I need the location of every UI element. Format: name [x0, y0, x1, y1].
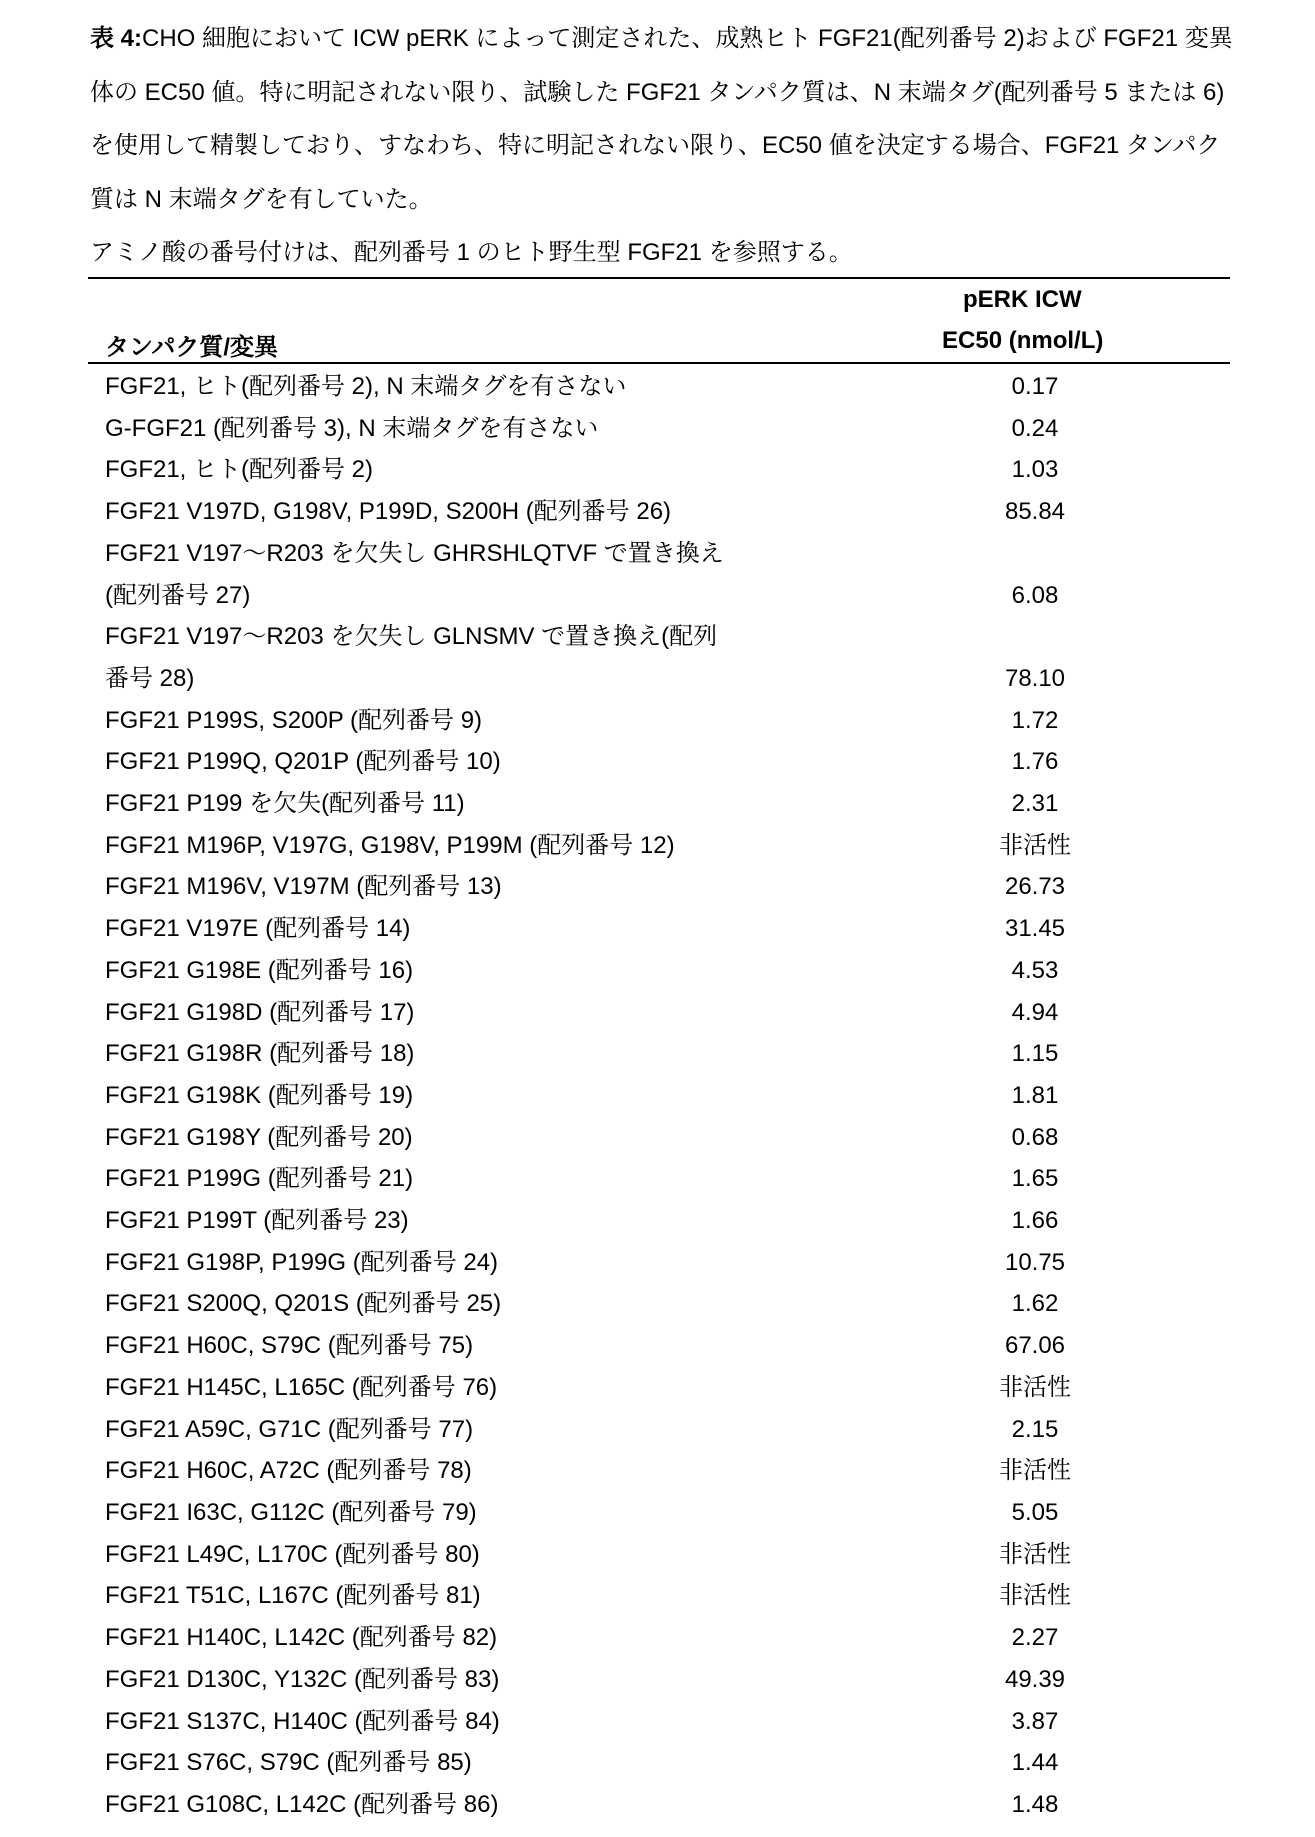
protein-name-line: FGF21 P199Q, Q201P (配列番号 10) [105, 741, 965, 783]
protein-name-line: FGF21 P199 を欠失(配列番号 11) [105, 783, 965, 825]
ec50-value: 6.08 [965, 575, 1105, 617]
protein-name-line: FGF21 G198P, P199G (配列番号 24) [105, 1242, 965, 1284]
protein-name [105, 449, 965, 491]
ec50-value: 4.94 [965, 992, 1105, 1034]
protein-name-line: FGF21 G108C, L142C (配列番号 86) [105, 1784, 965, 1826]
protein-name [105, 1575, 965, 1617]
protein-name-line: FGF21 H60C, S79C (配列番号 75) [105, 1325, 965, 1367]
protein-name-line: FGF21 M196P, V197G, G198V, P199M (配列番号 12) [105, 825, 965, 867]
table-row [105, 533, 1230, 616]
table-row [105, 1117, 1230, 1159]
ec50-value: 2.27 [965, 1617, 1105, 1659]
protein-name [105, 1492, 965, 1534]
ec50-value: 78.10 [965, 658, 1105, 700]
table-row [105, 1283, 1230, 1325]
protein-name-line: FGF21 V197E (配列番号 14) [105, 908, 965, 950]
protein-name-line: FGF21 V197〜R203 を欠失し GHRSHLQTVF で置き換え [105, 533, 965, 575]
ec50-value: 非活性 [965, 1575, 1105, 1617]
protein-name-line: FGF21 P199S, S200P (配列番号 9) [105, 700, 965, 742]
table-row [105, 1409, 1230, 1451]
ec50-value: 0.68 [965, 1117, 1105, 1159]
protein-name [105, 908, 965, 950]
protein-name-line: FGF21 G198Y (配列番号 20) [105, 1117, 965, 1159]
protein-name [105, 1075, 965, 1117]
table-row [105, 908, 1230, 950]
protein-name [105, 1450, 965, 1492]
protein-name [105, 1158, 965, 1200]
protein-name-line: FGF21 G198K (配列番号 19) [105, 1075, 965, 1117]
ec50-value: 1.65 [965, 1158, 1105, 1200]
protein-name [105, 1117, 965, 1159]
ec50-value: 3.87 [965, 1701, 1105, 1743]
protein-name-line: FGF21 H140C, L142C (配列番号 82) [105, 1617, 965, 1659]
protein-name-line: (配列番号 27) [105, 575, 965, 617]
table-row [105, 1450, 1230, 1492]
ec50-value: 5.05 [965, 1492, 1105, 1534]
protein-name-line: FGF21 S200Q, Q201S (配列番号 25) [105, 1283, 965, 1325]
ec50-value: 非活性 [965, 825, 1105, 867]
table-row [105, 1367, 1230, 1409]
table-row [105, 1784, 1230, 1826]
table-row [105, 1534, 1230, 1576]
protein-name [105, 1242, 965, 1284]
caption-note: アミノ酸の番号付けは、配列番号 1 のヒト野生型 FGF21 を参照する。 [90, 239, 853, 266]
protein-name-line: FGF21 H145C, L165C (配列番号 76) [105, 1367, 965, 1409]
table-row [105, 1492, 1230, 1534]
protein-name-line: FGF21 V197〜R203 を欠失し GLNSMV で置き換え(配列 [105, 616, 965, 658]
protein-name [105, 1534, 965, 1576]
ec50-value: 26.73 [965, 866, 1105, 908]
protein-name [105, 1200, 965, 1242]
header-value-line1: pERK ICW [963, 286, 1082, 314]
header-value-line2: EC50 (nmol/L) [942, 327, 1103, 355]
table-row [105, 783, 1230, 825]
ec50-value: 1.48 [965, 1784, 1105, 1826]
caption-label: 表 4: [90, 25, 142, 52]
protein-name [105, 783, 965, 825]
protein-name-line: FGF21 S137C, H140C (配列番号 84) [105, 1701, 965, 1743]
protein-name-line: 番号 28) [105, 658, 965, 700]
ec50-value: 非活性 [965, 1534, 1105, 1576]
protein-name-line: FGF21 V197D, G198V, P199D, S200H (配列番号 26) [105, 491, 965, 533]
ec50-value: 1.15 [965, 1033, 1105, 1075]
protein-name [105, 950, 965, 992]
protein-name-line: FGF21 G198R (配列番号 18) [105, 1033, 965, 1075]
table-row [105, 491, 1230, 533]
protein-name-line: FGF21 T51C, L167C (配列番号 81) [105, 1575, 965, 1617]
ec50-value: 0.24 [965, 408, 1105, 450]
table-caption [90, 12, 1240, 280]
protein-name-line: G-FGF21 (配列番号 3), N 末端タグを有さない [105, 408, 965, 450]
protein-name [105, 1325, 965, 1367]
table-row [105, 1701, 1230, 1743]
ec50-value: 非活性 [965, 1367, 1105, 1409]
protein-name [105, 408, 965, 450]
ec50-value: 1.03 [965, 449, 1105, 491]
protein-name [105, 1617, 965, 1659]
protein-name [105, 1409, 965, 1451]
ec50-value: 2.31 [965, 783, 1105, 825]
protein-name [105, 533, 965, 616]
protein-name-line: FGF21 I63C, G112C (配列番号 79) [105, 1492, 965, 1534]
table-row [105, 1158, 1230, 1200]
table-row [105, 1659, 1230, 1701]
table-row [105, 950, 1230, 992]
protein-name-line: FGF21 L49C, L170C (配列番号 80) [105, 1534, 965, 1576]
table-row [105, 1242, 1230, 1284]
ec50-value: 67.06 [965, 1325, 1105, 1367]
table-row [105, 825, 1230, 867]
protein-name-line: FGF21, ヒト(配列番号 2) [105, 449, 965, 491]
table-header-rule [88, 362, 1230, 364]
table-row [105, 1033, 1230, 1075]
protein-name [105, 700, 965, 742]
table-row [105, 992, 1230, 1034]
protein-name [105, 825, 965, 867]
protein-name-line: FGF21 M196V, V197M (配列番号 13) [105, 866, 965, 908]
protein-name [105, 1367, 965, 1409]
table-top-rule [88, 277, 1230, 279]
protein-name [105, 616, 965, 699]
protein-name [105, 1283, 965, 1325]
protein-name-line: FGF21 G198E (配列番号 16) [105, 950, 965, 992]
ec50-value: 0.17 [965, 366, 1105, 408]
protein-name [105, 366, 965, 408]
ec50-value: 1.66 [965, 1200, 1105, 1242]
protein-name [105, 992, 965, 1034]
table-row [105, 449, 1230, 491]
table-row [105, 366, 1230, 408]
ec50-value: 1.81 [965, 1075, 1105, 1117]
table-row [105, 1575, 1230, 1617]
table-row [105, 741, 1230, 783]
protein-name-line: FGF21 A59C, G71C (配列番号 77) [105, 1409, 965, 1451]
protein-name-line: FGF21 H60C, A72C (配列番号 78) [105, 1450, 965, 1492]
ec50-value: 10.75 [965, 1242, 1105, 1284]
ec50-value: 1.76 [965, 741, 1105, 783]
table-row [105, 1325, 1230, 1367]
protein-name [105, 1784, 965, 1826]
protein-name-line: FGF21 D130C, Y132C (配列番号 83) [105, 1659, 965, 1701]
table-row [105, 616, 1230, 699]
header-protein: タンパク質/変異 [105, 327, 278, 362]
protein-name [105, 866, 965, 908]
table-row [105, 1742, 1230, 1784]
ec50-value: 1.62 [965, 1283, 1105, 1325]
protein-name-line: FGF21 G198D (配列番号 17) [105, 992, 965, 1034]
ec50-value: 49.39 [965, 1659, 1105, 1701]
ec50-value: 4.53 [965, 950, 1105, 992]
protein-name-line: FGF21 P199T (配列番号 23) [105, 1200, 965, 1242]
table-body [105, 366, 1230, 1826]
ec50-value: 2.15 [965, 1409, 1105, 1451]
protein-name [105, 1742, 965, 1784]
protein-name-line: FGF21, ヒト(配列番号 2), N 末端タグを有さない [105, 366, 965, 408]
protein-name [105, 1033, 965, 1075]
protein-name [105, 741, 965, 783]
protein-name [105, 1701, 965, 1743]
ec50-value: 31.45 [965, 908, 1105, 950]
table-row [105, 866, 1230, 908]
caption-text: CHO 細胞において ICW pERK によって測定された、成熟ヒト FGF21(配列番号 2)および FGF21 変異体の EC50 値。特に明記されない限り、試験した FGF21 タンパク質は、N 末端タグ(配列番号 5 または 6)を使用して精製しており、すなわち、特に明記されない限り、EC50 値を決定する場合、FGF21 タンパク質は N 末端タグを有していた。 [90, 25, 1233, 213]
protein-name-line: FGF21 S76C, S79C (配列番号 85) [105, 1742, 965, 1784]
ec50-value: 非活性 [965, 1450, 1105, 1492]
protein-name [105, 491, 965, 533]
table-row [105, 1075, 1230, 1117]
ec50-value: 1.44 [965, 1742, 1105, 1784]
ec50-value: 85.84 [965, 491, 1105, 533]
protein-name-line: FGF21 P199G (配列番号 21) [105, 1158, 965, 1200]
table-row [105, 700, 1230, 742]
protein-name [105, 1659, 965, 1701]
table-row [105, 408, 1230, 450]
table-row [105, 1617, 1230, 1659]
table-row [105, 1200, 1230, 1242]
ec50-value: 1.72 [965, 700, 1105, 742]
